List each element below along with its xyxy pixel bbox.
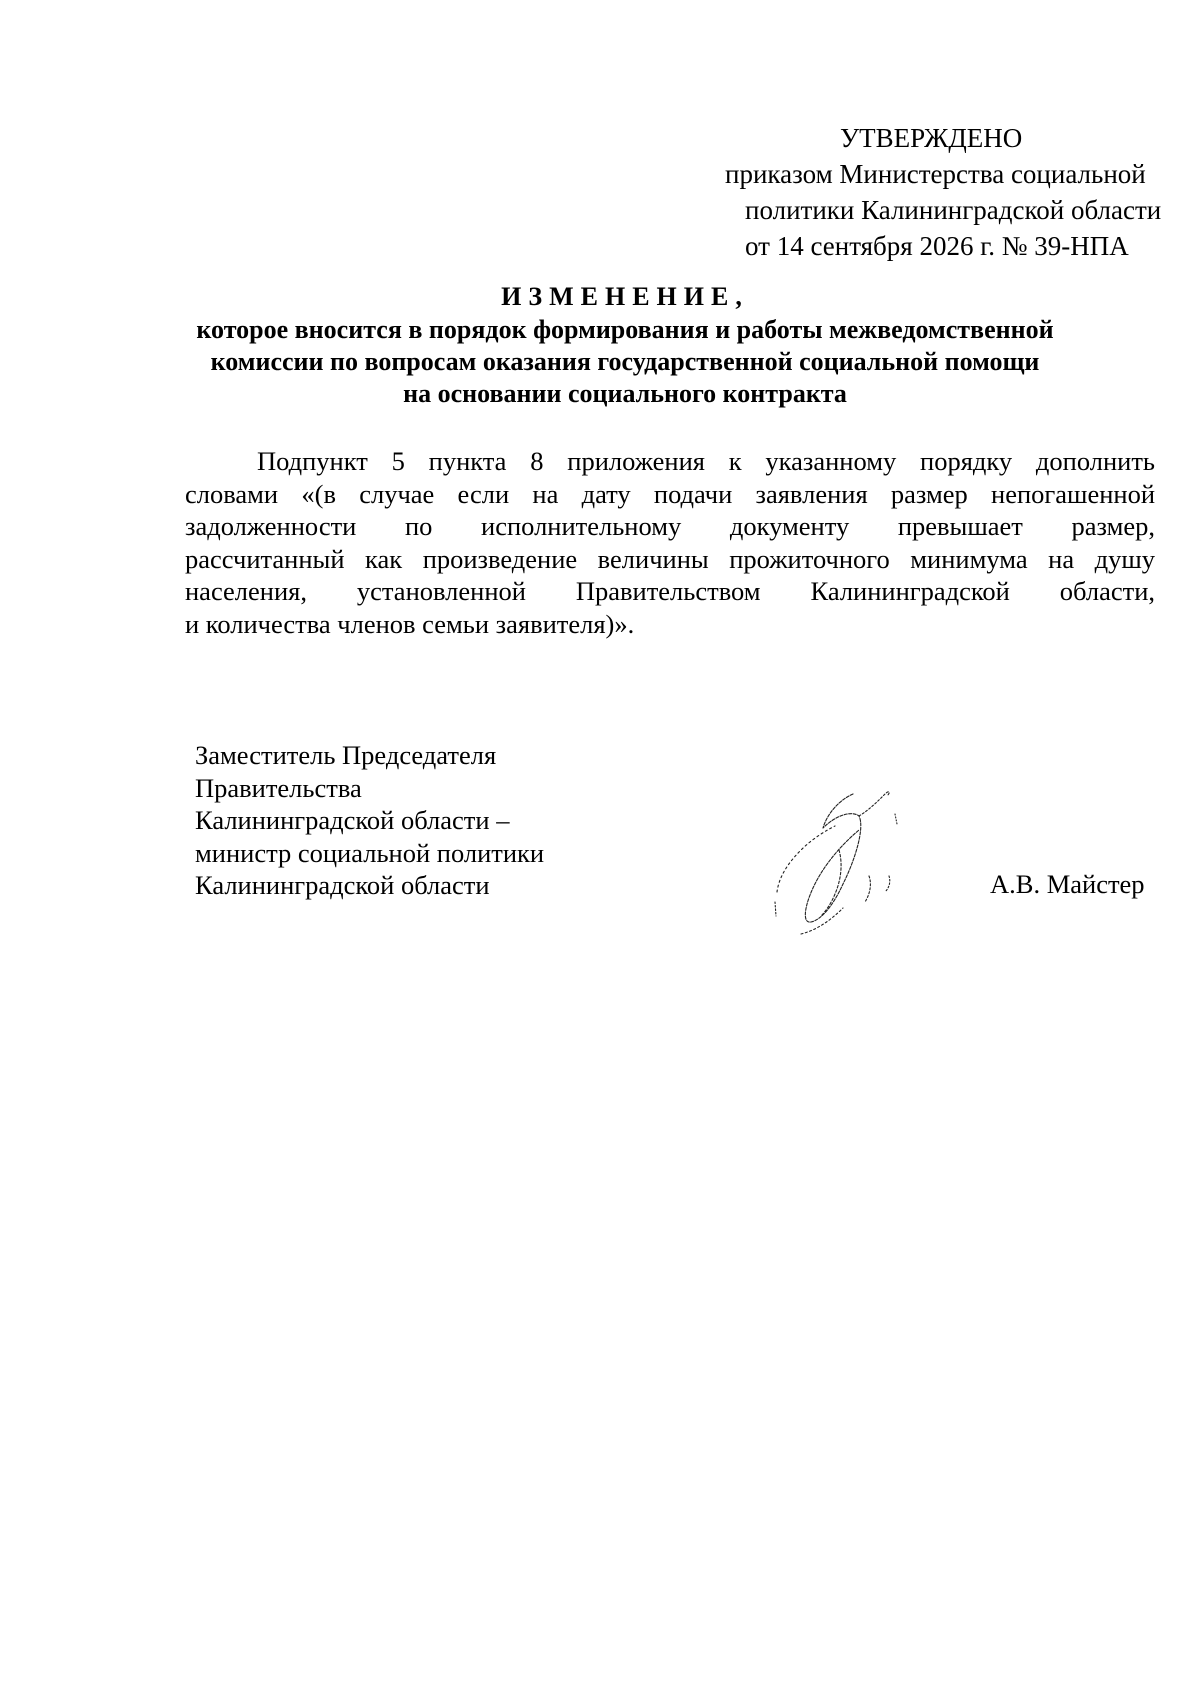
body-paragraph — [185, 445, 1155, 640]
signer-position-line: Заместитель Председателя — [195, 740, 497, 770]
signer-position-line: Калининградской области — [195, 870, 490, 900]
signer-position-line: Калининградской области – — [195, 805, 510, 835]
body-line: словами «(в случае если на дату подачи заявления размер непогашенной — [185, 478, 1155, 509]
approval-block — [700, 120, 1162, 264]
body-line: Подпункт 5 пункта 8 приложения к указанному порядку дополнить — [257, 446, 1155, 476]
body-line: населения, установленной Правительством Калининградской области, — [185, 576, 1155, 606]
signer-position-line: Правительства — [195, 772, 362, 803]
signer-name: А.В. Майстер — [990, 869, 1145, 899]
approval-date-number: от 14 сентября 2026 г. № 39-НПА — [745, 231, 1129, 261]
signer-position — [195, 739, 695, 902]
approval-title: УТВЕРЖДЕНО — [840, 123, 1023, 153]
body-line: задолженности по исполнительному документу превышает размер, — [185, 511, 1155, 541]
heading-line: на основании социального контракта — [403, 379, 847, 408]
document-heading — [150, 281, 1100, 410]
body-line: рассчитанный как произведение величины прожиточного минимума на душу — [185, 543, 1155, 574]
approval-issuer: приказом Министерства социальной — [725, 159, 1146, 189]
body-line: и количества членов семьи заявителя)». — [185, 608, 635, 639]
heading-line: которое вносится в порядок формирования и работы межведомственной — [196, 315, 1054, 344]
handwritten-signature — [755, 780, 945, 950]
heading-title: ИЗМЕНЕНИЕ, — [501, 282, 749, 311]
approval-organization: политики Калининградской области — [745, 195, 1162, 225]
signer-position-line: министр социальной политики — [195, 837, 545, 868]
heading-line: комиссии по вопросам оказания государственной социальной помощи — [210, 347, 1040, 376]
